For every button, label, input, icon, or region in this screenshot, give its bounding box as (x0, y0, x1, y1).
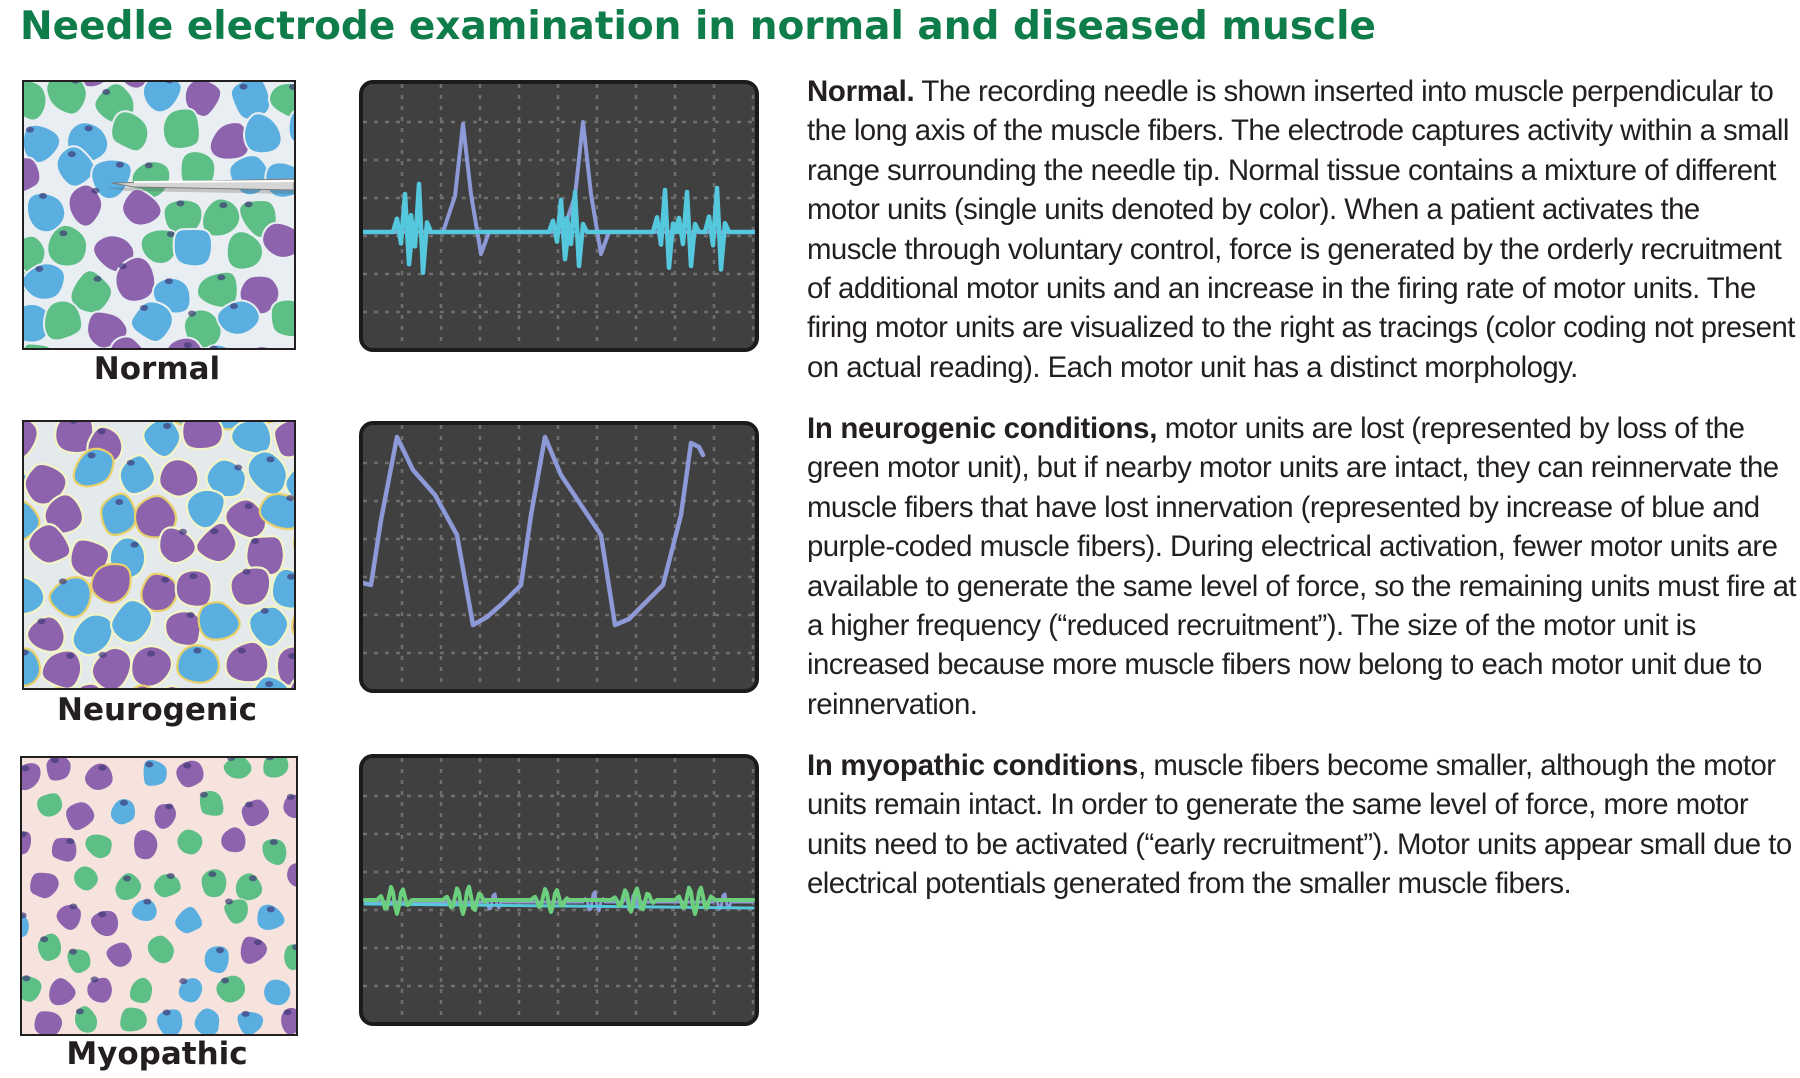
nucleus (217, 274, 225, 280)
normal-muscle-tissue (22, 80, 296, 350)
nucleus (76, 1008, 84, 1014)
muscle-fiber (91, 564, 130, 603)
nucleus (119, 263, 127, 269)
nucleus (123, 875, 131, 881)
muscle-fibers (22, 758, 296, 1034)
nucleus (286, 495, 294, 501)
nucleus (163, 1010, 171, 1016)
nucleus (184, 342, 192, 348)
nucleus (176, 200, 184, 206)
small-motor-unit-trace-green (365, 887, 753, 914)
nucleus (221, 977, 229, 983)
nucleus (37, 618, 45, 624)
nucleus (245, 801, 253, 807)
figure-title: Needle electrode examination in normal and diseased muscle (20, 4, 1376, 49)
muscle-fiber (174, 229, 212, 266)
nucleus (254, 939, 262, 945)
muscle-fiber (34, 1011, 63, 1034)
nucleus (147, 651, 155, 657)
nucleus (94, 276, 102, 282)
scope-display (363, 758, 755, 1022)
nucleus (69, 949, 77, 955)
muscle-fiber (231, 567, 271, 605)
muscle-fiber (165, 611, 201, 646)
myopathic-description (807, 746, 1797, 904)
nucleus (165, 278, 173, 284)
nucleus (261, 608, 269, 614)
normal-emg-screen (359, 80, 759, 352)
nucleus (179, 529, 187, 535)
nucleus (88, 452, 96, 458)
nucleus (35, 266, 43, 272)
nucleus (251, 538, 259, 544)
nucleus (187, 612, 195, 618)
nucleus (98, 911, 106, 917)
muscle-fiber (46, 758, 71, 781)
myopathic-muscle-tissue (20, 756, 298, 1036)
nucleus (284, 1009, 292, 1015)
nucleus (219, 202, 227, 208)
nucleus (240, 84, 248, 90)
nucleus (167, 873, 175, 879)
muscle-fiber (24, 82, 46, 121)
myopathic-emg-screen (359, 754, 759, 1026)
muscle-fiber (159, 459, 198, 497)
muscle-fiber (120, 1007, 148, 1032)
nucleus (99, 652, 107, 658)
myopathic-description-text: , muscle fibers become smaller, although the motor units remain intact. In order to generate the same level of force, more motor units need to be activated (“early recruitment”). Motor units appear small due to electrical potentials generated from the smaller muscle fibers. (807, 749, 1792, 901)
nucleus (161, 577, 169, 583)
nucleus (102, 89, 110, 95)
nucleus (145, 761, 153, 767)
nucleus (68, 151, 76, 157)
nucleus (189, 573, 197, 579)
nucleus (91, 188, 99, 194)
nucleus (208, 871, 216, 877)
nucleus (59, 578, 67, 584)
nucleus (120, 800, 128, 806)
nucleus (40, 936, 48, 942)
nucleus (216, 947, 224, 953)
nucleus (265, 681, 273, 687)
nucleus (270, 839, 278, 845)
enlarged-motor-unit-trace (363, 437, 703, 625)
neurogenic-description-text: motor units are lost (represented by loss of the green motor unit), but if nearby motor units are intact, they can reinnervate the muscle fibers that have lost innervation (represented by increase of blue and purple-coded muscle fibers). During electrical activation, fewer motor units are available to generate the same level of force, so the remaining units must fire at a higher frequency (“reduced recruitment”). The size of the motor unit is increased because more muscle fibers now belong to each motor unit due to reinnervation. (807, 412, 1797, 721)
neurogenic-emg-screen (359, 421, 759, 693)
nucleus (116, 162, 124, 168)
nucleus (91, 976, 99, 982)
nucleus (245, 503, 253, 509)
normal-description-lead: Normal. (807, 75, 915, 108)
neurogenic-muscle-tissue (22, 420, 296, 690)
normal-description-text: The recording needle is shown inserted into muscle perpendicular to the long axis of the muscle fibers. The electrode captures activity within a small range surrounding the needle tip. Normal tissue contains a mixture of different motor units (single units denoted by color). When a patient activates the muscle through voluntary control, force is generated by the orderly recruitment of additional motor units and an increase in the firing rate of motor units. The firing motor units are visualized to the right as tracings (color coding not present on actual reading). Each motor unit has a distinct morphology. (807, 75, 1795, 384)
nucleus (179, 978, 187, 984)
nucleus (163, 423, 171, 429)
normal-description (807, 72, 1797, 387)
nucleus (245, 201, 253, 207)
nucleus (115, 499, 123, 505)
nucleus (39, 193, 47, 199)
muscle-fiber (37, 793, 63, 817)
neurogenic-description (807, 409, 1797, 724)
nucleus (127, 460, 135, 466)
nucleus (287, 794, 295, 800)
nucleus (234, 465, 242, 471)
nucleus (267, 906, 275, 912)
nucleus (243, 569, 251, 575)
normal-label: Normal (93, 351, 221, 387)
nucleus (85, 125, 93, 131)
nucleus (249, 875, 257, 881)
muscle-fiber (87, 977, 113, 1003)
nucleus (188, 310, 196, 316)
nucleus (266, 456, 274, 462)
muscle-fiber (271, 299, 294, 337)
nucleus (59, 230, 67, 236)
neurogenic-description-lead: In neurogenic conditions, (807, 412, 1158, 445)
nucleus (140, 305, 148, 311)
muscle-fiber (24, 263, 65, 300)
nucleus (98, 765, 106, 771)
myopathic-description-lead: In myopathic conditions (807, 749, 1139, 782)
scope-display (363, 425, 755, 689)
nucleus (143, 899, 151, 905)
muscle-fiber (163, 108, 200, 149)
neurogenic-label: Neurogenic (57, 692, 257, 728)
muscle-fibers (24, 422, 294, 688)
nucleus (26, 127, 34, 133)
myopathic-label: Myopathic (66, 1036, 248, 1072)
nucleus (200, 792, 208, 798)
scope-display (363, 84, 755, 348)
nucleus (131, 542, 139, 548)
nucleus (98, 428, 106, 434)
nucleus (22, 975, 30, 981)
nucleus (210, 528, 218, 534)
muscle-fiber (264, 979, 291, 1005)
muscle-fibers (24, 82, 294, 348)
nucleus (225, 899, 233, 905)
nucleus (145, 162, 153, 168)
nucleus (69, 904, 77, 910)
nucleus (66, 838, 74, 844)
nucleus (165, 804, 173, 810)
muscle-fiber (177, 829, 203, 855)
nucleus (230, 303, 238, 309)
muscle-fiber (182, 422, 223, 449)
nucleus (242, 1011, 250, 1017)
nucleus (193, 648, 201, 654)
muscle-fiber (44, 301, 82, 341)
nucleus (238, 648, 246, 654)
nucleus (183, 763, 191, 769)
nucleus (66, 653, 74, 659)
